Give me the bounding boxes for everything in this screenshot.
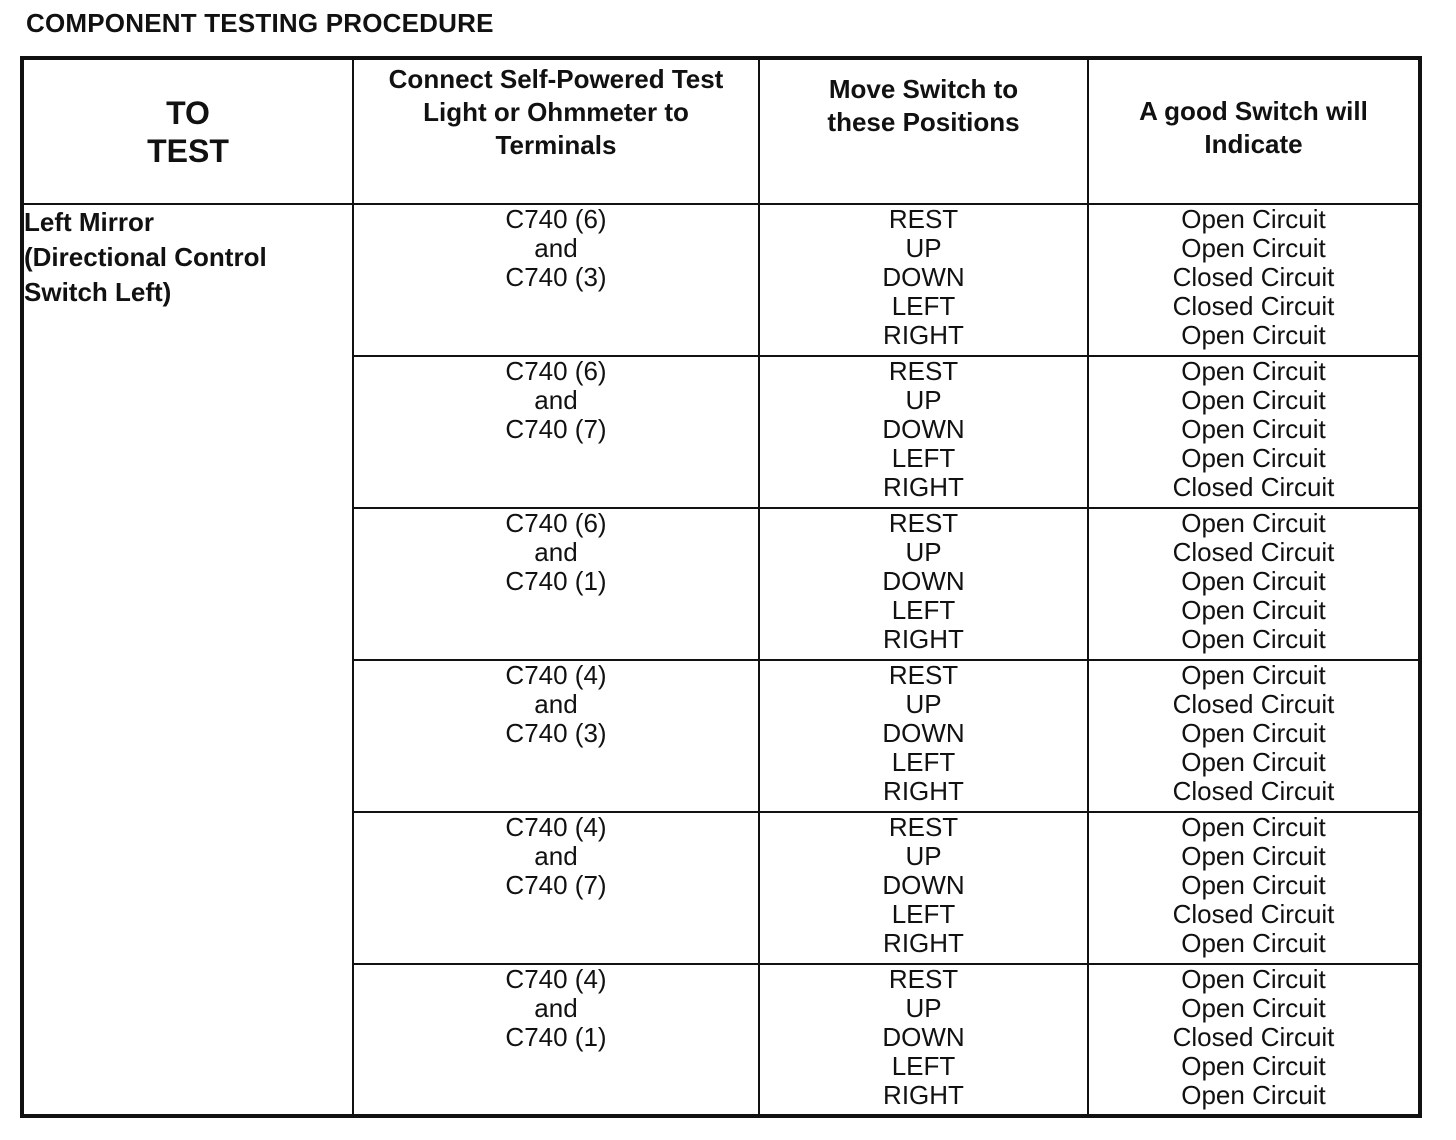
- test-item-cell: [22, 204, 353, 1116]
- switch-position: REST: [888, 204, 959, 234]
- terminals-cell: [353, 964, 759, 1116]
- switch-position: LEFT: [891, 595, 956, 625]
- header-row: [22, 58, 1420, 204]
- switch-position: UP: [905, 537, 942, 567]
- circuit-result: Open Circuit: [1181, 233, 1326, 263]
- circuit-result: Open Circuit: [1181, 928, 1326, 958]
- terminal-line: and: [534, 689, 578, 719]
- terminal-line: C740 (4): [505, 812, 607, 842]
- switch-position: DOWN: [882, 1022, 965, 1052]
- header-good-switch-indicates: A good Switch will Indicate: [1088, 58, 1420, 204]
- test-item-line: Left Mirror: [24, 207, 154, 237]
- switch-position: UP: [905, 993, 942, 1023]
- circuit-result: Closed Circuit: [1172, 776, 1335, 806]
- table-row: [22, 204, 1420, 356]
- terminal-line: and: [534, 537, 578, 567]
- terminal-line: C740 (3): [505, 262, 607, 292]
- switch-position: REST: [888, 812, 959, 842]
- terminal-line: and: [534, 841, 578, 871]
- positions-cell: [759, 812, 1088, 964]
- circuit-result: Open Circuit: [1181, 414, 1326, 444]
- page-title: COMPONENT TESTING PROCEDURE: [26, 8, 494, 38]
- switch-position: UP: [905, 233, 942, 263]
- terminal-line: C740 (3): [505, 718, 607, 748]
- switch-position: RIGHT: [883, 320, 964, 350]
- switch-position: UP: [905, 841, 942, 871]
- terminal-line: C740 (4): [505, 964, 607, 994]
- switch-position: LEFT: [891, 291, 956, 321]
- terminal-line: C740 (6): [505, 356, 607, 386]
- switch-position: DOWN: [882, 870, 965, 900]
- terminal-line: C740 (4): [505, 660, 607, 690]
- terminal-line: and: [534, 993, 578, 1023]
- circuit-result: Open Circuit: [1181, 204, 1326, 234]
- switch-position: REST: [888, 356, 959, 386]
- switch-position: LEFT: [891, 747, 956, 777]
- circuit-result: Open Circuit: [1181, 624, 1326, 654]
- test-item-line: (Directional Control: [24, 242, 267, 272]
- terminal-line: C740 (7): [505, 414, 607, 444]
- results-cell: [1088, 356, 1420, 508]
- terminal-line: C740 (1): [505, 566, 607, 596]
- terminals-cell: [353, 356, 759, 508]
- positions-cell: [759, 508, 1088, 660]
- header-move-switch: Move Switch to these Positions: [759, 58, 1088, 204]
- switch-position: RIGHT: [883, 472, 964, 502]
- switch-position: RIGHT: [883, 624, 964, 654]
- circuit-result: Open Circuit: [1181, 747, 1326, 777]
- switch-position: LEFT: [891, 443, 956, 473]
- circuit-result: Open Circuit: [1181, 870, 1326, 900]
- terminals-cell: [353, 508, 759, 660]
- circuit-result: Open Circuit: [1181, 320, 1326, 350]
- circuit-result: Closed Circuit: [1172, 899, 1335, 929]
- switch-position: LEFT: [891, 899, 956, 929]
- switch-position: DOWN: [882, 414, 965, 444]
- switch-position: RIGHT: [883, 928, 964, 958]
- switch-position: REST: [888, 508, 959, 538]
- circuit-result: Open Circuit: [1181, 1051, 1326, 1081]
- switch-position: REST: [888, 964, 959, 994]
- circuit-result: Open Circuit: [1181, 385, 1326, 415]
- circuit-result: Open Circuit: [1181, 993, 1326, 1023]
- switch-position: LEFT: [891, 1051, 956, 1081]
- circuit-result: Open Circuit: [1181, 841, 1326, 871]
- component-testing-table: [20, 56, 1422, 1118]
- switch-position: RIGHT: [883, 1080, 964, 1110]
- switch-position: REST: [888, 660, 959, 690]
- terminals-cell: [353, 660, 759, 812]
- circuit-result: Closed Circuit: [1172, 537, 1335, 567]
- positions-cell: [759, 660, 1088, 812]
- switch-position: DOWN: [882, 718, 965, 748]
- terminal-line: and: [534, 385, 578, 415]
- switch-position: UP: [905, 385, 942, 415]
- results-cell: [1088, 660, 1420, 812]
- terminal-line: C740 (1): [505, 1022, 607, 1052]
- circuit-result: Open Circuit: [1181, 356, 1326, 386]
- positions-cell: [759, 964, 1088, 1116]
- circuit-result: Open Circuit: [1181, 595, 1326, 625]
- circuit-result: Open Circuit: [1181, 812, 1326, 842]
- circuit-result: Closed Circuit: [1172, 472, 1335, 502]
- circuit-result: Open Circuit: [1181, 660, 1326, 690]
- switch-position: UP: [905, 689, 942, 719]
- circuit-result: Open Circuit: [1181, 566, 1326, 596]
- positions-cell: [759, 356, 1088, 508]
- circuit-result: Open Circuit: [1181, 508, 1326, 538]
- header-to-test: TO TEST: [22, 58, 353, 204]
- switch-position: DOWN: [882, 262, 965, 292]
- circuit-result: Closed Circuit: [1172, 689, 1335, 719]
- terminal-line: C740 (6): [505, 204, 607, 234]
- circuit-result: Closed Circuit: [1172, 262, 1335, 292]
- circuit-result: Open Circuit: [1181, 718, 1326, 748]
- circuit-result: Closed Circuit: [1172, 1022, 1335, 1052]
- header-connect-terminals: Connect Self-Powered Test Light or Ohmmeter to Terminals: [353, 58, 759, 204]
- results-cell: [1088, 204, 1420, 356]
- circuit-result: Open Circuit: [1181, 1080, 1326, 1110]
- circuit-result: Open Circuit: [1181, 443, 1326, 473]
- positions-cell: [759, 204, 1088, 356]
- circuit-result: Open Circuit: [1181, 964, 1326, 994]
- terminal-line: C740 (7): [505, 870, 607, 900]
- results-cell: [1088, 812, 1420, 964]
- terminals-cell: [353, 812, 759, 964]
- terminals-cell: [353, 204, 759, 356]
- results-cell: [1088, 508, 1420, 660]
- test-item-line: Switch Left): [24, 277, 172, 307]
- terminal-line: and: [534, 233, 578, 263]
- circuit-result: Closed Circuit: [1172, 291, 1335, 321]
- switch-position: RIGHT: [883, 776, 964, 806]
- results-cell: [1088, 964, 1420, 1116]
- terminal-line: C740 (6): [505, 508, 607, 538]
- switch-position: DOWN: [882, 566, 965, 596]
